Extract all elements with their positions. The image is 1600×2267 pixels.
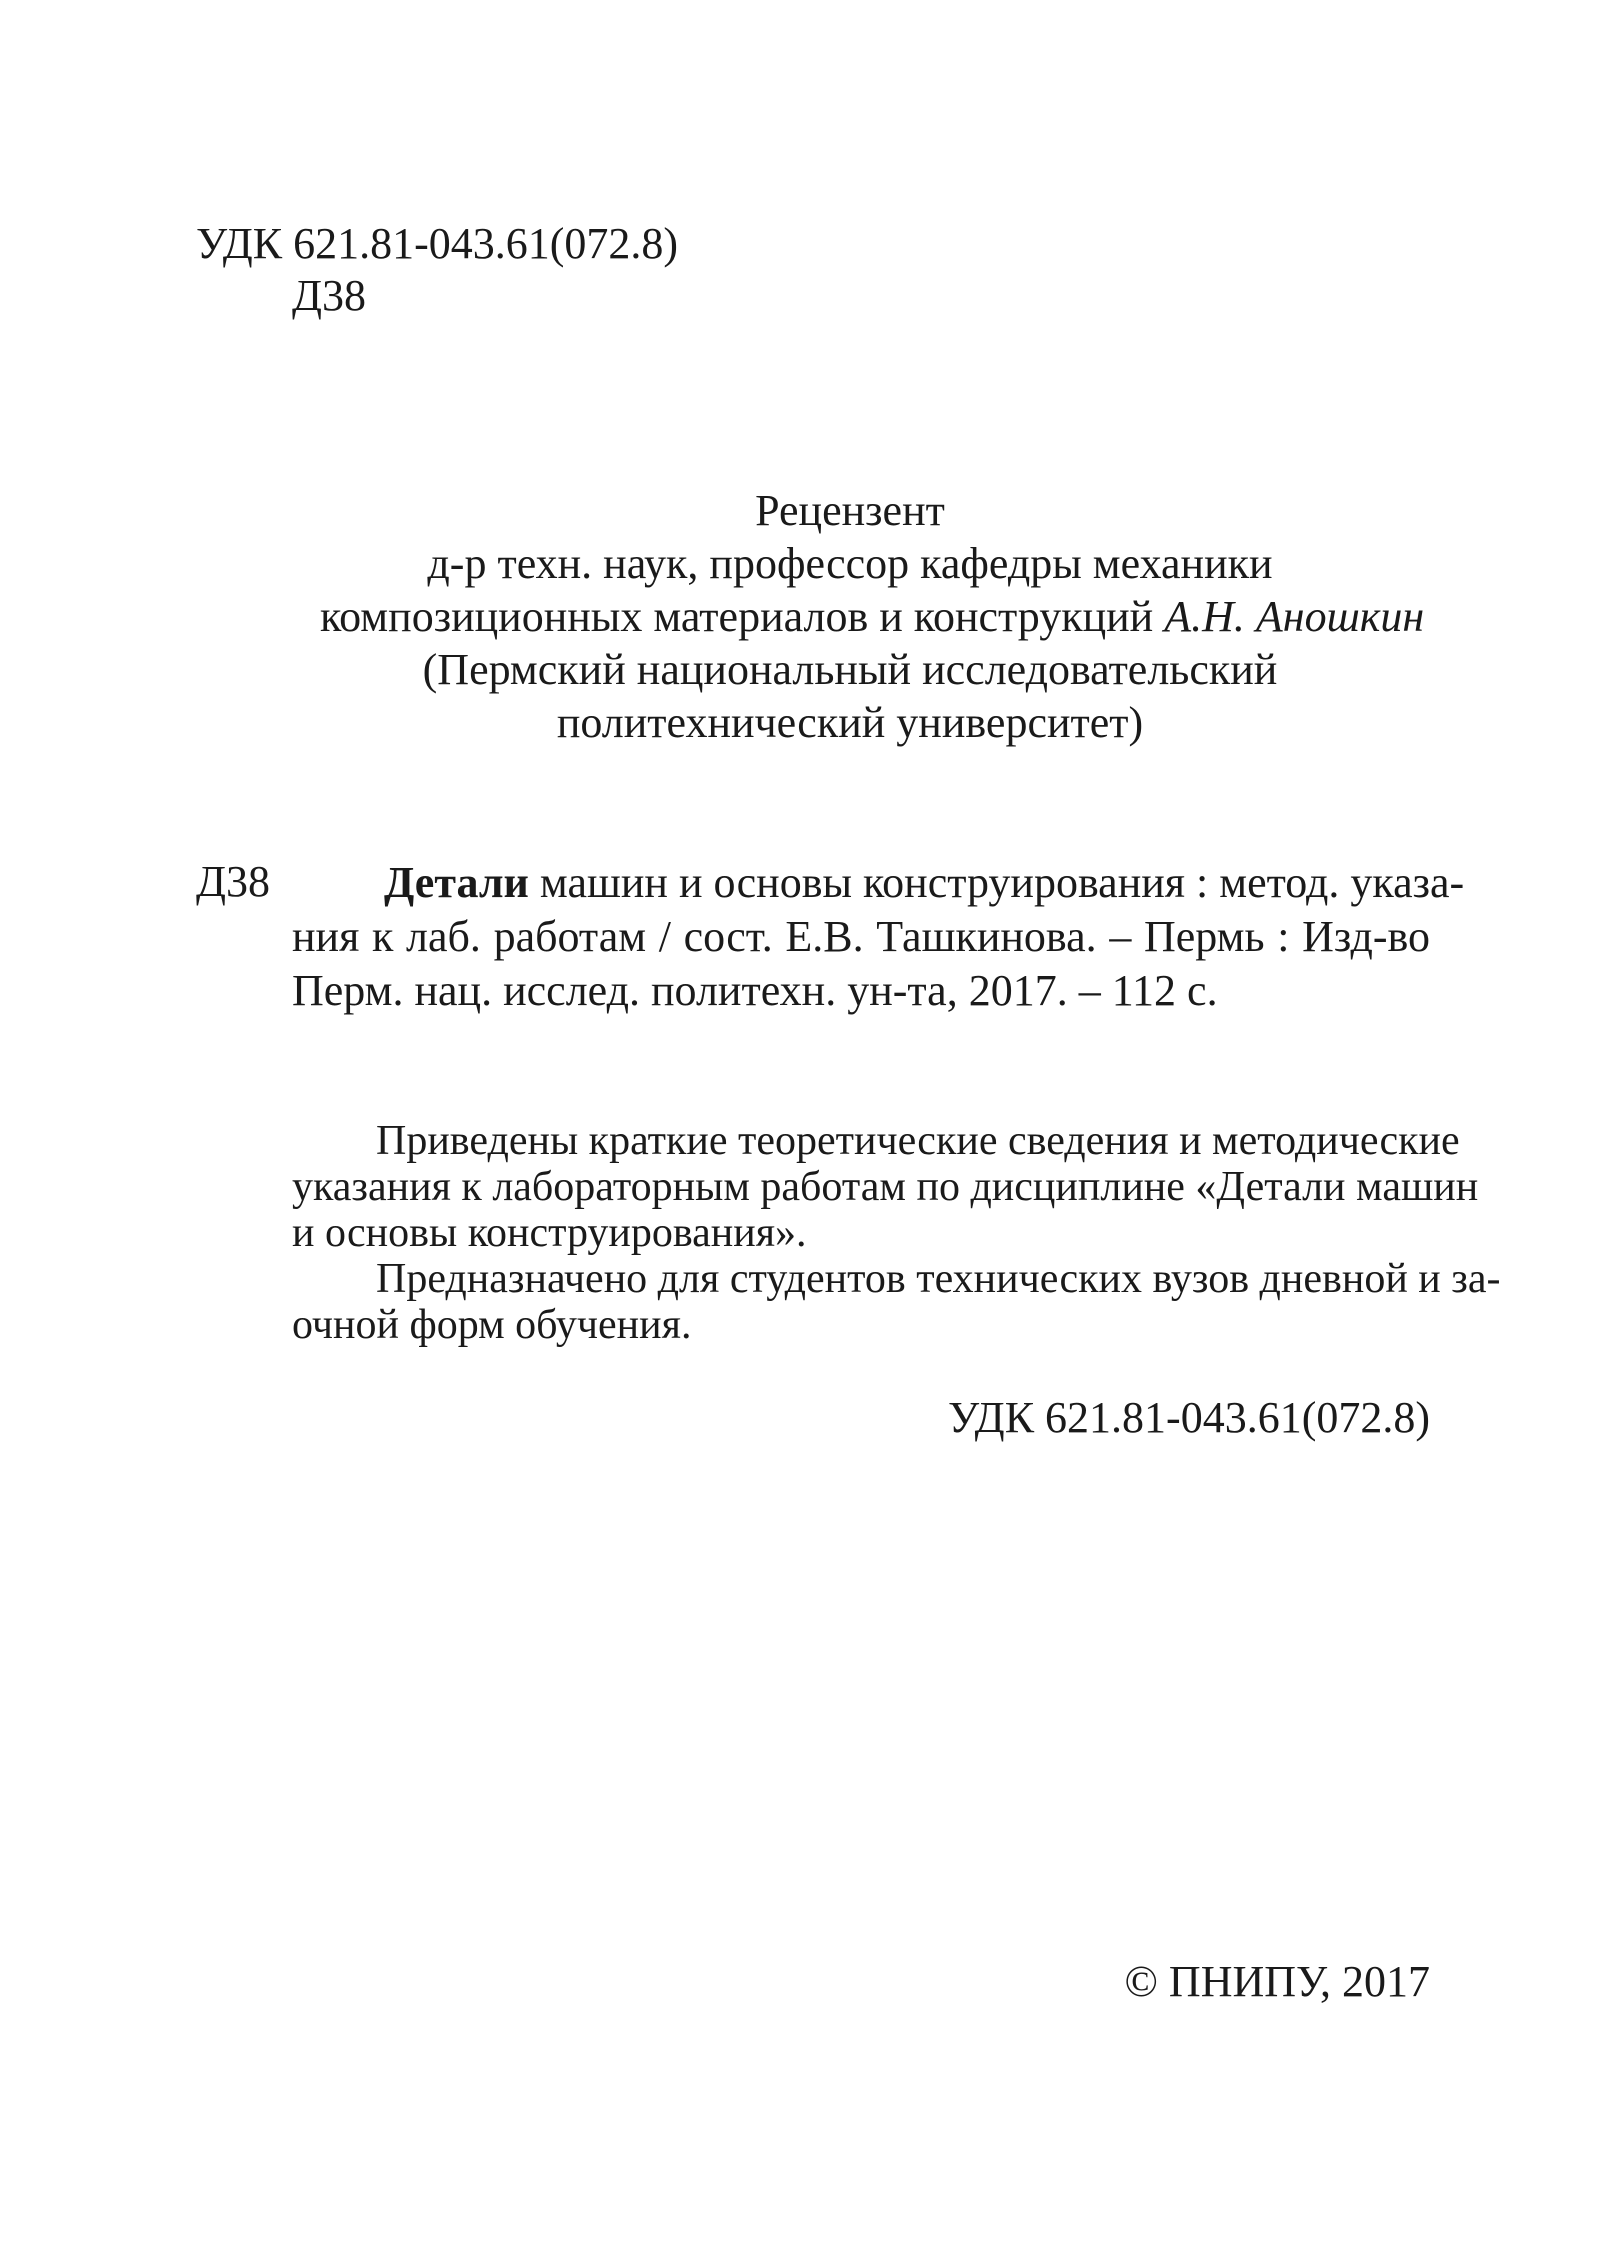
reviewer-block <box>320 484 1425 749</box>
reviewer-line-4: политехнический университет) <box>556 698 1144 747</box>
reviewer-name: А.Н. Аношкин <box>1164 592 1425 641</box>
bibliographic-line-3: Перм. нац. исслед. политехн. ун-та, 2017. – 112 с. <box>292 966 1218 1015</box>
bibliographic-line-1-rest: машин и основы конструирования : метод. указа- <box>528 858 1465 907</box>
bibliographic-description <box>292 856 1465 1018</box>
reviewer-line-2-text: композиционных материалов и конструкций <box>320 592 1165 641</box>
abstract-line-5: очной форм обучения. <box>292 1302 692 1348</box>
book-title-word: Детали <box>384 858 529 907</box>
abstract-line-4: Предназначено для студентов технических вузов дневной и за- <box>376 1256 1501 1302</box>
author-mark-bibliographic: Д38 <box>196 857 271 906</box>
udk-code-bottom: УДК 621.81-043.61(072.8) <box>947 1393 1430 1442</box>
reviewer-heading: Рецензент <box>755 486 945 535</box>
abstract-block <box>292 1118 1501 1348</box>
abstract-line-3: и основы конструирования». <box>292 1210 807 1256</box>
bibliographic-line-2: ния к лаб. работам / сост. Е.В. Ташкинова. – Пермь : Изд-во <box>292 912 1430 961</box>
udk-code-top: УДК 621.81-043.61(072.8) <box>196 219 679 268</box>
abstract-line-1: Приведены краткие теоретические сведения и методические <box>376 1118 1460 1164</box>
bibliographic-line-1 <box>292 856 1465 910</box>
reviewer-line-1: д-р техн. наук, профессор кафедры механики <box>427 539 1273 588</box>
copyright-notice: © ПНИПУ, 2017 <box>1124 1957 1430 2006</box>
reviewer-line-3: (Пермский национальный исследовательский <box>422 645 1278 694</box>
reviewer-line-2 <box>320 590 1425 643</box>
author-mark-top: Д38 <box>292 271 367 320</box>
abstract-line-2: указания к лабораторным работам по дисциплине «Детали машин <box>292 1164 1479 1210</box>
